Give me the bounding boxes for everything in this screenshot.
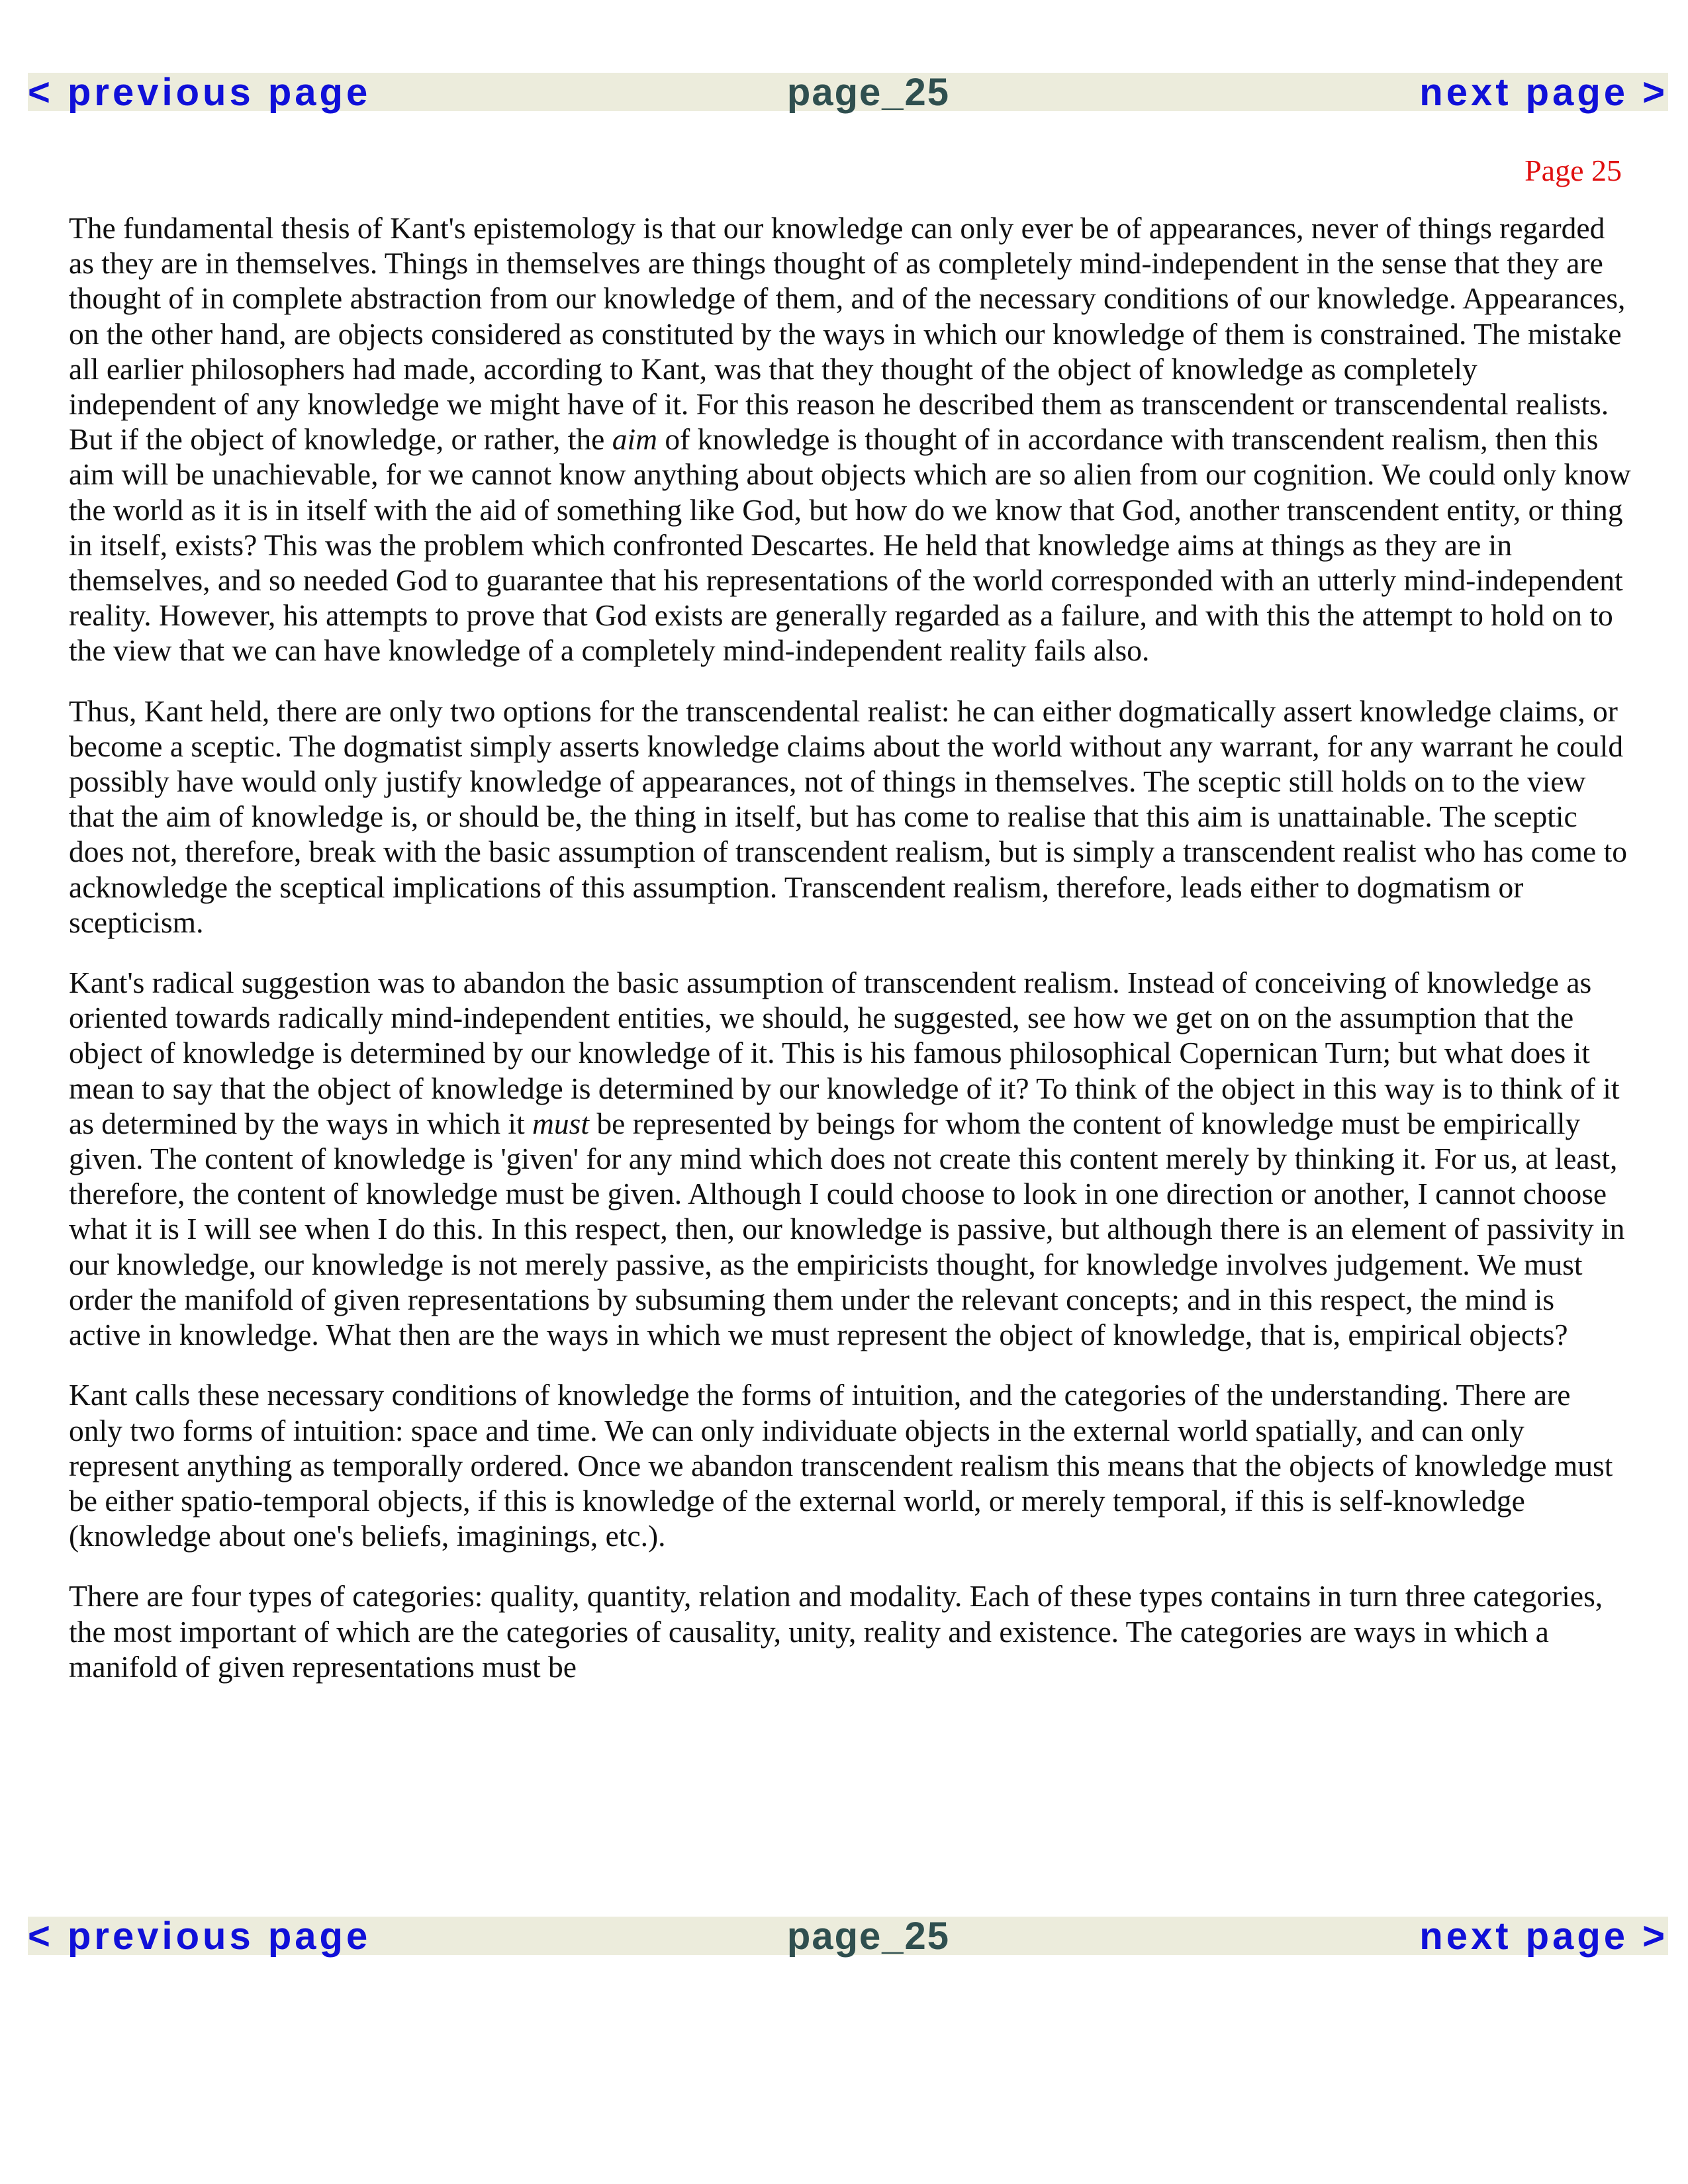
text-segment: be represented by beings for whom the content of knowledge must be empirically given. The content of knowledge is 'given' for any mind which does not create this content merely by thinking it. For us, at least, therefore, the content of knowledge must be given. Although I could choose to look in one direction or another, I cannot choose what it is I will see when I do this. In this respect, then, our knowledge is passive, but although there is an element of passivity in our knowledge, our knowledge is not merely passive, as the empiricists thought, for knowledge involves judgement. We must order the manifold of given representations by subsuming them under the relevant concepts; and in this respect, the mind is active in knowledge. What then are the ways in which we must represent the object of knowledge, that is, empirical objects? <box>69 1106 1625 1352</box>
text-segment: Kant's radical suggestion was to abandon the basic assumption of transcendent realism. Instead of conceiving of knowledge as oriented towards radically mind-independent entities, we should, he suggested, see how we get on on the assumption that the object of knowledge is determined by our knowledge of it. This is his famous philosophical Copernican Turn; but what does it mean to say that the object of knowledge is determined by our knowledge of it? To think of the object in this way is to think of it as determined by the ways in which it <box>69 966 1620 1140</box>
italic-text: aim <box>612 422 657 457</box>
text-segment: of knowledge is thought of in accordance with transcendent realism, then this aim will be unachievable, for we cannot know anything about objects which are so alien from our cognition. We could only know the world as it is in itself with the aid of something like God, but how do we know that God, another transcendent entity, or thing in itself, exists? This was the problem which confronted Descartes. He held that knowledge aims at things as they are in themselves, and so needed God to guarantee that his representations of the world corresponded with an utterly mind-independent reality. However, his attempts to prove that God exists are generally regarded as a failure, and with this the attempt to hold on to the view that we can have knowledge of a completely mind-independent reality fails also. <box>69 422 1631 668</box>
paragraph-5 <box>69 1578 1631 1684</box>
top-navigation-bar <box>28 71 1668 114</box>
text-segment: The fundamental thesis of Kant's epistemology is that our knowledge can only ever be of appearances, never of things regarded as they are in themselves. Things in themselves are things thought of as completely mind-independent in the sense that they are thought of in complete abstraction from our knowledge of them, and of the necessary conditions of our knowledge. Appearances, on the other hand, are objects considered as constituted by the ways in which our knowledge of them is constrained. The mistake all earlier philosophers had made, according to Kant, was that they thought of the object of knowledge as completely independent of any knowledge we might have of it. For this reason he described them as transcendent or transcendental realists. But if the object of knowledge, or rather, the <box>69 211 1626 457</box>
paragraph-1 <box>69 210 1631 668</box>
previous-page-link[interactable]: < previous page <box>28 71 371 114</box>
page-number-label: Page 25 <box>1524 154 1622 187</box>
bottom-navigation-bar <box>28 1915 1668 1958</box>
paragraph-2 <box>69 694 1631 940</box>
next-page-link[interactable]: next page > <box>1419 1915 1668 1958</box>
page-title: page_25 <box>786 71 951 114</box>
text-segment: There are four types of categories: quality, quantity, relation and modality. Each of these types contains in turn three categories, the most important of which are the categories of causality, unity, reality and existence. The categories are ways in which a manifold of given representations must be <box>69 1579 1603 1684</box>
page-title: page_25 <box>786 1915 951 1958</box>
next-page-link[interactable]: next page > <box>1419 71 1668 114</box>
italic-text: must <box>532 1106 589 1140</box>
main-text <box>69 210 1631 1709</box>
text-segment: Thus, Kant held, there are only two options for the transcendental realist: he can either dogmatically assert knowledge claims, or become a sceptic. The dogmatist simply asserts knowledge claims about the world without any warrant, for any warrant he could possibly have would only justify knowledge of appearances, not of things in themselves. The sceptic still holds on to the view that the aim of knowledge is, or should be, the thing in itself, but has come to realise that this aim is unattainable. The sceptic does not, therefore, break with the basic assumption of transcendent realism, but is simply a transcendent realist who has come to acknowledge the sceptical implications of this assumption. Transcendent realism, therefore, leads either to dogmatism or scepticism. <box>69 694 1627 939</box>
text-segment: Kant calls these necessary conditions of knowledge the forms of intuition, and the categories of the understanding. There are only two forms of intuition: space and time. We can only individuate objects in the external world spatially, and can only represent anything as temporally ordered. Once we abandon transcendent realism this means that the objects of knowledge must be either spatio-temporal objects, if this is knowledge of the external world, or merely temporal, if this is self-knowledge (knowledge about one's beliefs, imaginings, etc.). <box>69 1378 1613 1553</box>
paragraph-4 <box>69 1377 1631 1553</box>
previous-page-link[interactable]: < previous page <box>28 1915 371 1958</box>
paragraph-3 <box>69 965 1631 1352</box>
